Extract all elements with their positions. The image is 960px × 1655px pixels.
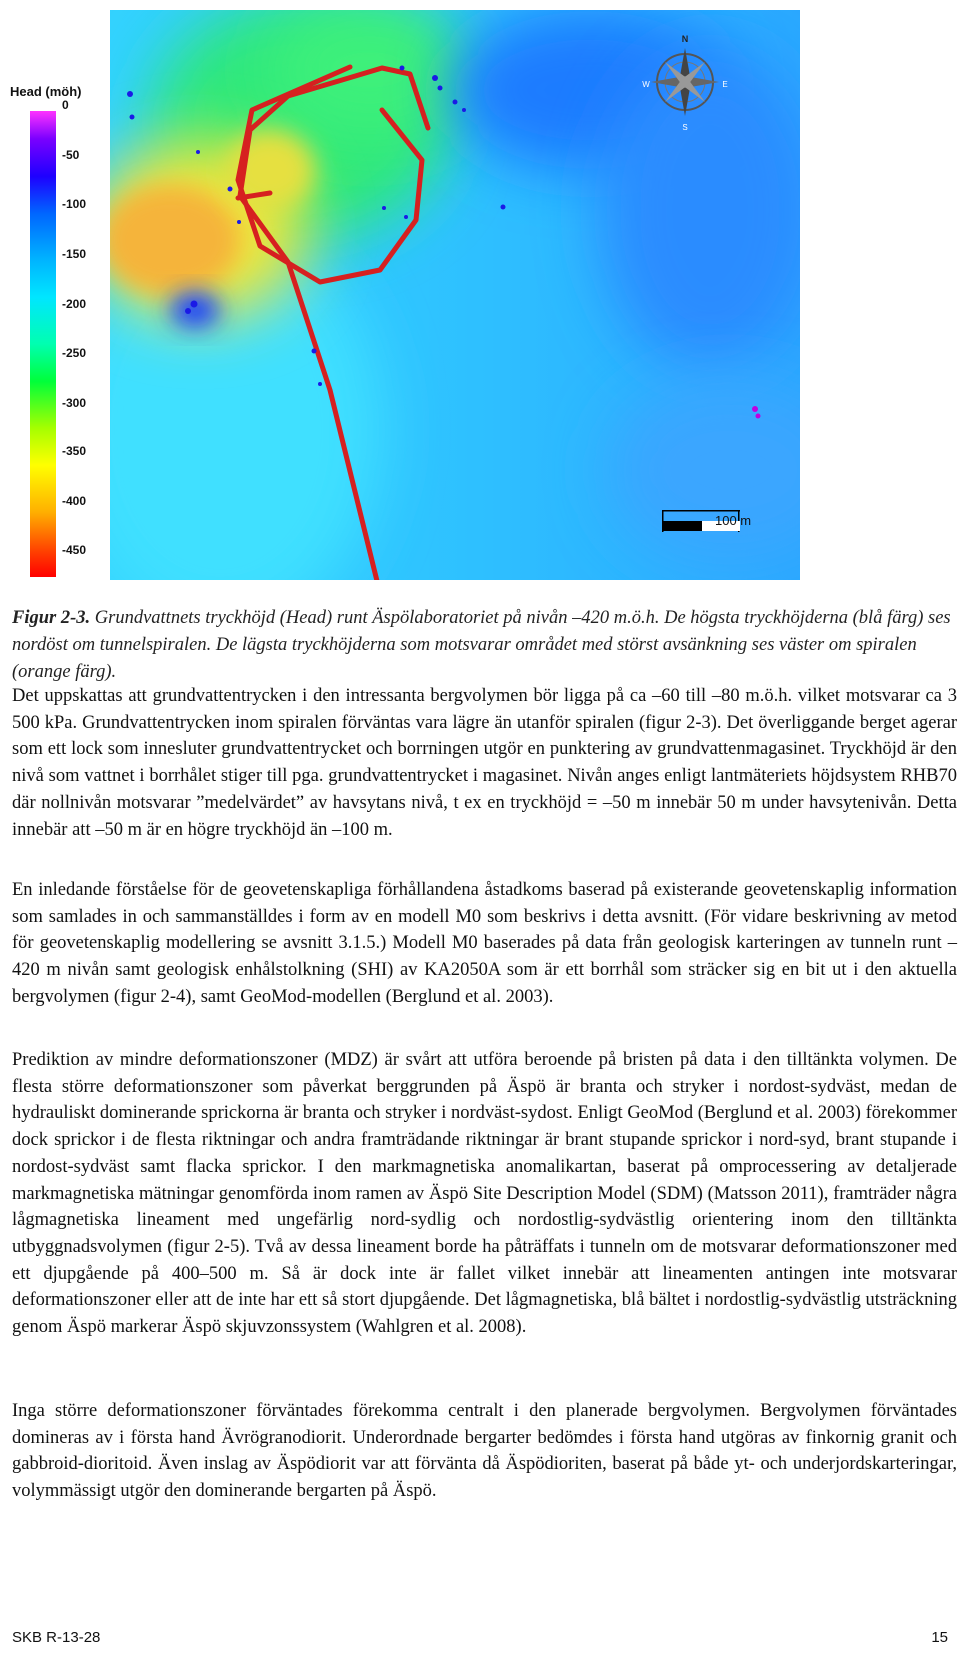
head-map [110,10,800,580]
report-id: SKB R-13-28 [12,1629,101,1646]
figure [0,0,960,590]
legend-tick: 0 [62,98,69,112]
paragraph: Det uppskattas att grundvattentrycken i den intressanta bergvolymen bör ligga på ca –60 till –80 m.ö.h. vilket motsvarar ca 3 500 kPa. Grundvattentrycken inom spiralen förväntas vara lägre än utanför spiralen (figur 2-3). Det överliggande berget agerar som ett lock som innesluter grundvattentrycket och borrningen utgör en punktering av grundvattenmagasinet. Tryckhöjd är den nivå som vattnet i borrhålet stiger till pga. grundvattentrycket i magasinet. Nivån anges enligt lantmäteriets höjdsystem RHB70 där nollnivån motsvarar ”medelvärdet” av havsytans nivå, t ex en tryckhöjd = –50 m innebär 50 m under havsytenivån. Detta innebär att –50 m är en högre tryckhöjd än –100 m. [12,686,957,840]
paragraph: En inledande förståelse för de geovetenskapliga förhållandena åstadkoms baserad på existerande geovetenskaplig information som samlades in och sammanställdes i form av en modell M0 som beskrivs i detta avsnitt. (För vidare beskrivning av metod för geovetenskaplig modellering se avsnitt 3.1.5.) Modell M0 baserades på data från geologisk karteringen av tunneln runt –420 m nivån samt geologisk enhålstolkning (SHI) av KA2050A som är ett borrhål som sträcker sig en bit ut i den aktuella bergvolymen (figur 2-4), samt GeoMod-modellen (Berglund et al. 2003). [12,880,957,1007]
paragraph: Prediktion av mindre deformationszoner (MDZ) är svårt att utföra beroende på bristen på data i den tilltänkta volymen. De flesta större deformationszoner som påverkat berggrunden på Äspö är branta och stryker i nordost-sydväst, medan de hydrauliskt dominerande sprickorna är branta och stryker i nordväst-sydost. Enligt GeoMod (Berglund et al. 2003) förekommer dock sprickor i de flesta riktningar och andra framträdande riktningar är brant stupande sprickor i nord-syd, brant stupande i nordost-sydväst samt flacka sprickor. I den markmagnetiska anomalikartan, baserat på omprocessering av detaljerade markmagnetiska mätningar genomförda inom ramen av Äspö Site Description Model (SDM) (Matsson 2011), framträder några lågmagnetiska lineament med ungefärlig nord-sydlig och nordostlig-sydvästlig orientering inom den tilltänkta utbyggnadsvolymen (figur 2-5). Två av dessa lineament borde ha påträffats i tunneln om de motsvarar deformationszoner med ett djupgående på 400–500 m. Så är dock inte är fallet vilket innebär att lineamenten antingen inte motsvarar deformationszoner eller att de inte har ett så stort djupgående. Det lågmagnetiska, blå bältet i nordostlig-sydvästlig utsträckning genom Äspö markerar Äspö skjuvzonssystem (Wahlgren et al. 2008). [12,1050,957,1338]
legend-tick: -450 [62,543,87,557]
legend-tick: -250 [62,346,87,360]
caption-text: Grundvattnets tryckhöjd (Head) runt Äspölaboratoriet på nivån –420 m.ö.h. De högsta tryckhöjderna (blå färg) ses nordöst om tunnelspiralen. De lägsta tryckhöjderna som motsvarar området med störst avsänkning ses väster om spiralen (orange färg). [12,608,951,682]
legend-tick: -200 [62,297,87,311]
figure-caption [12,605,952,686]
paragraph: Inga större deformationszoner förväntades förekomma centralt i den planerade bergvolymen. Bergvolymen förväntades domineras av i första hand Ävrögranodiorit. Underordnade bergarter bedömdes i första hand utgöras av finkornig granit och gabbroid-dioritoid. Även inslag av Äspödiorit var att förvänta då Äspödioriten, baserat på både yt- och underjordskarteringar, volymmässigt utgör den dominerande bergarten på Äspö. [12,1401,957,1502]
caption-label: Figur 2-3. [12,608,91,628]
compass-w: W [642,80,650,89]
legend-tick: -50 [62,148,80,162]
page-number: 15 [931,1629,948,1646]
compass-n: N [681,34,689,44]
legend-tick: -400 [62,494,87,508]
legend-tick: -150 [62,247,87,261]
legend-tick: -300 [62,396,87,410]
legend-tick: -350 [62,444,87,458]
legend-tick: -100 [62,197,87,211]
legend-color-bar [30,111,56,577]
legend-title: Head (möh) [10,84,82,99]
compass-e: E [722,80,728,89]
scale-bar-label: 100 m [715,513,752,528]
compass-s: S [682,123,688,132]
